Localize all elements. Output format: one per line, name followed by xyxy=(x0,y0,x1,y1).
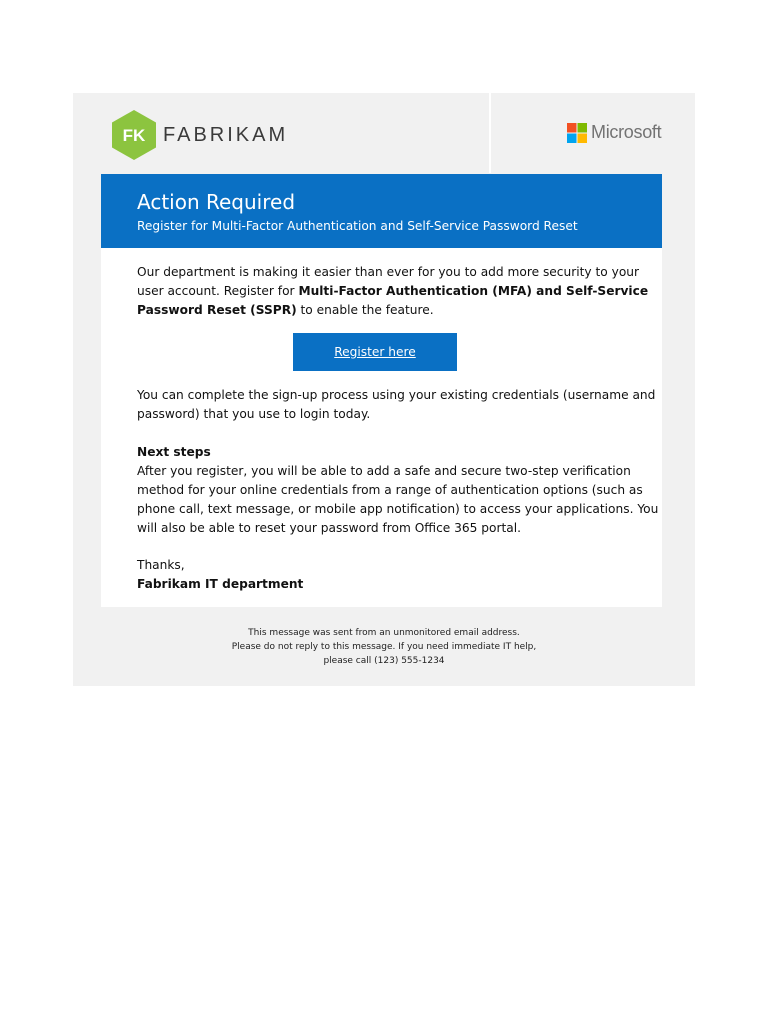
credentials-line: You can complete the sign-up process using your existing credentials (username and xyxy=(137,388,656,402)
register-button[interactable]: Register here xyxy=(293,333,457,371)
brand-initials: FK xyxy=(122,126,146,145)
intro-emphasis: Password Reset (SSPR) xyxy=(137,303,297,317)
fabrikam-logo-icon xyxy=(112,110,156,160)
action-banner xyxy=(101,174,662,248)
intro-line xyxy=(137,282,657,301)
footer-line: This message was sent from an unmonitored email address. xyxy=(248,628,520,638)
email-header xyxy=(73,93,695,173)
email-body xyxy=(101,248,662,607)
microsoft-logo-icon xyxy=(567,123,587,143)
banner-title: Action Required xyxy=(137,190,296,214)
next-steps-heading: Next steps xyxy=(137,445,211,459)
credentials-line: password) that you use to login today. xyxy=(137,407,371,421)
next-steps-line: After you register, you will be able to add a safe and secure two-step verification xyxy=(137,464,631,478)
intro-line xyxy=(137,301,657,320)
partner-name: Microsoft xyxy=(591,122,662,142)
brand-name: FABRIKAM xyxy=(163,124,289,146)
intro-text: user account. Register for xyxy=(137,284,299,298)
credentials-paragraph xyxy=(137,386,657,424)
footer-line: please call (123) 555-1234 xyxy=(323,656,445,666)
email-footer xyxy=(73,626,695,668)
thanks-text: Thanks, xyxy=(137,558,185,572)
footer-line: Please do not reply to this message. If you need immediate IT help, xyxy=(231,642,537,652)
next-steps-line: will also be able to reset your password from Office 365 portal. xyxy=(137,521,522,535)
signoff xyxy=(137,556,657,594)
signature: Fabrikam IT department xyxy=(137,577,304,591)
banner-subtitle: Register for Multi-Factor Authentication and Self-Service Password Reset xyxy=(137,219,578,233)
next-steps-section xyxy=(137,443,657,538)
intro-emphasis: Multi-Factor Authentication (MFA) and Self-Service xyxy=(298,284,649,298)
email-card xyxy=(73,93,695,686)
next-steps-line: method for your online credentials from a range of authentication options (such as xyxy=(137,483,643,497)
next-steps-line: phone call, text message, or mobile app notification) to access your applications. You xyxy=(137,502,659,516)
intro-text: to enable the feature. xyxy=(296,303,434,317)
header-divider xyxy=(489,93,491,173)
intro-line: Our department is making it easier than ever for you to add more security to your xyxy=(137,265,640,279)
intro-paragraph xyxy=(137,263,657,320)
